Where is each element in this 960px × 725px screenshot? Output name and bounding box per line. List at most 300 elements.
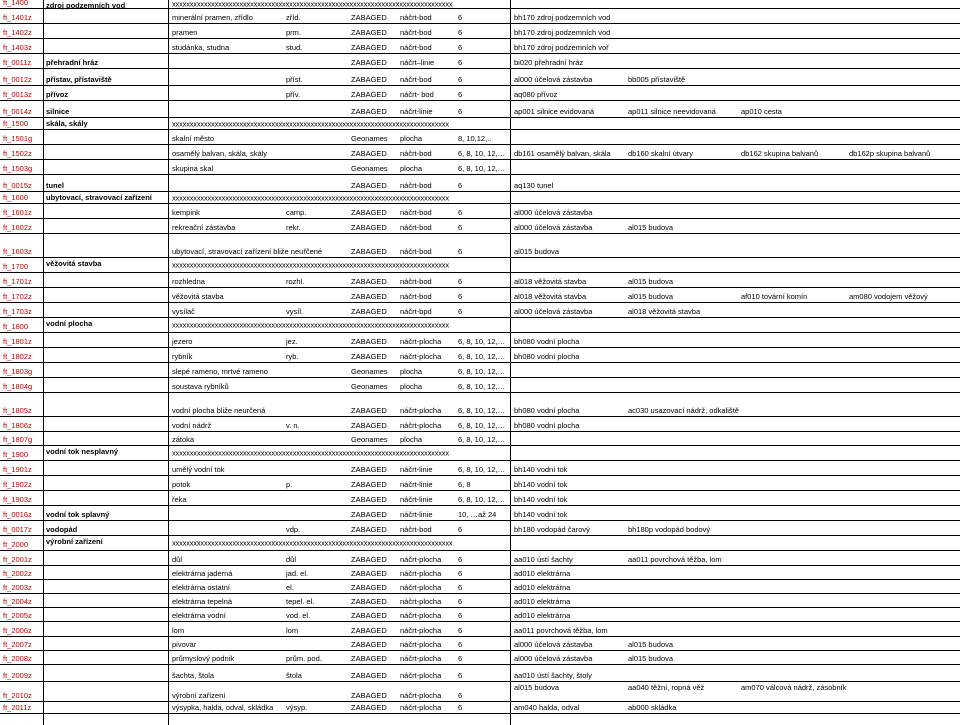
scale-values: 6: [458, 75, 463, 84]
feature-name: rybník: [172, 352, 193, 361]
scale-values: 6: [458, 654, 463, 663]
geometry-type: náčrt-bod: [400, 75, 432, 84]
attribute-code-1: bh170 zdroj podzemních voř: [514, 43, 609, 52]
feature-name: průmyslový podnik: [172, 654, 235, 663]
attribute-code-1: bh140 vodní tok: [514, 495, 568, 504]
feature-code: ft_0015z: [3, 181, 32, 190]
scale-values: 6: [458, 626, 463, 635]
geometry-type: plocha: [400, 382, 423, 391]
group-name: tunel: [46, 181, 64, 190]
geometry-type: náčrt-linie: [400, 480, 433, 489]
geometry-type: náčrt-bod: [400, 28, 432, 37]
abbreviation: jad. el.: [286, 569, 309, 578]
data-source: ZABAGED: [351, 352, 387, 361]
abbreviation: důl: [286, 555, 297, 564]
attribute-code-1: ap001 silnice evidovaná: [514, 107, 595, 116]
feature-code: ft_1901z: [3, 465, 32, 474]
data-source: ZABAGED: [351, 611, 387, 620]
data-source: ZABAGED: [351, 583, 387, 592]
data-source: ZABAGED: [351, 654, 387, 663]
feature-name: studánka, studna: [172, 43, 230, 52]
feature-code: ft_1600: [3, 193, 29, 202]
feature-code: ft_2004z: [3, 597, 32, 606]
scale-values: 6, 8, 10, 12,…: [458, 337, 506, 346]
geometry-type: náčrt-plocha: [400, 654, 442, 663]
data-source: ZABAGED: [351, 337, 387, 346]
abbreviation: tepel. el.: [286, 597, 315, 606]
geometry-type: náčrt-bod: [400, 181, 432, 190]
table-row: [0, 86, 960, 101]
table-row: [0, 651, 960, 665]
data-source: ZABAGED: [351, 181, 387, 190]
data-source: ZABAGED: [351, 406, 387, 415]
data-source: ZABAGED: [351, 480, 387, 489]
table-row: [0, 175, 960, 192]
feature-name: skupina skal: [172, 164, 214, 173]
geometry-type: náčrt-plocha: [400, 640, 442, 649]
table-row: [0, 24, 960, 39]
table-row: [0, 446, 960, 461]
scale-values: 6: [458, 569, 463, 578]
attribute-code-2: al015 budova: [628, 654, 674, 663]
scale-values: 6, 8, 10, 12,…: [458, 149, 506, 158]
data-source: ZABAGED: [351, 292, 387, 301]
abbreviation: zříd.: [286, 13, 301, 22]
feature-code: ft_1801z: [3, 337, 32, 346]
attribute-code-1: bh180 vodopád čarový: [514, 525, 590, 534]
scale-values: 6, 8, 10, 12,…: [458, 164, 506, 173]
geometry-type: náčrt-plocha: [400, 597, 442, 606]
feature-code: ft_2006z: [3, 626, 32, 635]
feature-name: minerální pramen, zřídlo: [172, 13, 253, 22]
group-name: vodní tok nesplavný: [46, 447, 119, 456]
geometry-type: náčrt-linie: [400, 510, 433, 519]
geometry-type: náčrt-bod: [400, 223, 432, 232]
table-row: [0, 130, 960, 145]
group-name: přívoz: [46, 90, 69, 99]
feature-name: soustava rybníků: [172, 382, 229, 391]
feature-name: vodní plocha bliže neurčená: [172, 406, 266, 415]
feature-code: ft_1805z: [3, 406, 32, 415]
data-source: ZABAGED: [351, 465, 387, 474]
abbreviation: prm.: [286, 28, 301, 37]
feature-name: ubytovací, stravovací zařízení bliže neuřčené: [172, 247, 323, 256]
scale-values: 6: [458, 640, 463, 649]
table-row: [0, 39, 960, 54]
abbreviation: štola: [286, 671, 302, 680]
attribute-code-2: ac030 usazovací nádrž, odkaliště: [628, 406, 739, 415]
group-name: skála, skály: [46, 119, 88, 128]
attribute-code-1: aa011 povrchová těžba, lom: [514, 626, 608, 635]
feature-code: ft_2009z: [3, 671, 32, 680]
data-source: ZABAGED: [351, 307, 387, 316]
table-row: [0, 536, 960, 551]
attribute-code-2: al015 budova: [628, 277, 674, 286]
table-row: [0, 348, 960, 363]
table-row: [0, 665, 960, 682]
geometry-type: plocha: [400, 134, 423, 143]
geometry-type: náčrt-linie: [400, 107, 433, 116]
table-row: [0, 288, 960, 303]
geometry-type: náčrt–linie: [400, 58, 435, 67]
table-row: [0, 234, 960, 258]
feature-code: ft_1601z: [3, 208, 32, 217]
feature-code: ft_2010z: [3, 691, 32, 700]
table-row: [0, 521, 960, 536]
data-source: ZABAGED: [351, 58, 387, 67]
attribute-code-2: al015 budova: [628, 292, 674, 301]
scale-values: 6: [458, 43, 463, 52]
feature-name: důl: [172, 555, 183, 564]
scale-values: 6: [458, 292, 463, 301]
data-source: ZABAGED: [351, 223, 387, 232]
scale-values: 6: [458, 13, 463, 22]
abbreviation: příst.: [286, 75, 303, 84]
geometry-type: náčrt-plocha: [400, 611, 442, 620]
attribute-code-1: bh140 vodní tok: [514, 510, 568, 519]
data-source: ZABAGED: [351, 597, 387, 606]
geometry-type: náčrt- bod: [400, 90, 434, 99]
feature-name: elektrárna ostatní: [172, 583, 230, 592]
scale-values: 6, 8, 10, 12,…: [458, 435, 506, 444]
attribute-code-1: al015 budova: [514, 247, 560, 256]
table-row: [0, 363, 960, 378]
abbreviation: vod. el.: [286, 611, 311, 620]
table-row: [0, 506, 960, 521]
geometry-type: náčrt-bod: [400, 208, 432, 217]
scale-values: 6, 8, 10, 12,…: [458, 421, 506, 430]
feature-name: slepé rameno, mrtvé rameno: [172, 367, 268, 376]
abbreviation: vdp.: [286, 525, 301, 534]
table-row: [0, 0, 960, 9]
attribute-code-4: am080 vodojem věžový: [849, 292, 928, 301]
placeholder-xs: xxxxxxxxxxxxxxxxxxxxxxxxxxxxxxxxxxxxxxxxxxxxxxxxxxxxxxxxxxxxxxxxxxxxxxxxxxxxxxx: [172, 538, 453, 548]
feature-code: ft_1807g: [3, 435, 33, 444]
attribute-code-2: aa040 těžní, ropná věž: [628, 683, 705, 692]
data-source: ZABAGED: [351, 90, 387, 99]
data-source: ZABAGED: [351, 703, 387, 712]
scale-values: 6: [458, 555, 463, 564]
data-source: ZABAGED: [351, 208, 387, 217]
feature-name: zátoka: [172, 435, 195, 444]
table-row: [0, 476, 960, 491]
feature-code: ft_1701z: [3, 277, 32, 286]
feature-code: ft_2008z: [3, 654, 32, 663]
feature-name: rozhledna: [172, 277, 205, 286]
geometry-type: plocha: [400, 367, 423, 376]
table-row: [0, 204, 960, 219]
feature-code: ft_0012z: [3, 75, 32, 84]
data-source: ZABAGED: [351, 247, 387, 256]
scale-values: 6: [458, 107, 463, 116]
feature-name: elektrárna vodní: [172, 611, 226, 620]
geometry-type: náčrt-bod: [400, 525, 432, 534]
table-row: [0, 9, 960, 24]
feature-code: ft_1702z: [3, 292, 32, 301]
table-row: [0, 637, 960, 651]
geometry-type: náčrt-plocha: [400, 703, 442, 712]
abbreviation: rekr.: [286, 223, 301, 232]
table-row: [0, 702, 960, 714]
geometry-type: náčrt-bod: [400, 292, 432, 301]
abbreviation: rozhl.: [286, 277, 305, 286]
feature-code: ft_1400: [3, 0, 29, 7]
attribute-code-2: al015 budova: [628, 223, 674, 232]
abbreviation: stud.: [286, 43, 303, 52]
feature-code: ft_2007z: [3, 640, 32, 649]
table-row: [0, 551, 960, 566]
attribute-code-1: aa010 ústí šachty, štoly: [514, 671, 592, 680]
feature-code: ft_2002z: [3, 569, 32, 578]
abbreviation: vysíl.: [286, 307, 304, 316]
feature-code: ft_1401z: [3, 13, 32, 22]
feature-code: ft_1603z: [3, 247, 32, 256]
attribute-code-1: al000 účelová zástavba: [514, 654, 593, 663]
scale-values: 6: [458, 223, 463, 232]
attribute-code-3: db162 skupina balvanů: [741, 149, 819, 158]
table-row: [0, 333, 960, 348]
group-name: přístav, přístaviště: [46, 75, 112, 84]
data-source: ZABAGED: [351, 43, 387, 52]
data-source: ZABAGED: [351, 13, 387, 22]
group-name: vodní tok splavný: [46, 510, 110, 519]
feature-code: ft_1804g: [3, 382, 33, 391]
scale-values: 6: [458, 208, 463, 217]
group-name: vodopád: [46, 525, 78, 534]
scale-values: 6, 8, 10, 12,…: [458, 367, 506, 376]
geometry-type: náčrt-bod: [400, 149, 432, 158]
table-row: [0, 580, 960, 594]
scale-values: 6: [458, 181, 463, 190]
feature-name: vysílač: [172, 307, 195, 316]
attribute-code-1: bh080 vodní plocha: [514, 406, 580, 415]
table-row: [0, 594, 960, 608]
feature-name: pramen: [172, 28, 198, 37]
feature-name: věžovitá stavba: [172, 292, 224, 301]
group-name: ubytovací, stravovací zařízení: [46, 193, 152, 202]
attribute-code-1: al000 účelová zástavba: [514, 307, 593, 316]
feature-code: ft_2001z: [3, 555, 32, 564]
attribute-code-1: al000 účelová zástavba: [514, 75, 593, 84]
abbreviation: prům. pod.: [286, 654, 322, 663]
feature-code: ft_1700: [3, 262, 29, 271]
attribute-code-1: al015 budova: [514, 683, 560, 692]
feature-name: umělý vodní tok: [172, 465, 225, 474]
geometry-type: náčrt-plocha: [400, 421, 442, 430]
feature-code: ft_1902z: [3, 480, 32, 489]
abbreviation: lom: [286, 626, 299, 635]
attribute-code-3: af010 tovární komín: [741, 292, 808, 301]
feature-code: ft_2011z: [3, 703, 32, 712]
attribute-code-1: bh170 zdroj podzemních vod: [514, 28, 611, 37]
data-source: ZABAGED: [351, 525, 387, 534]
scale-values: 6: [458, 597, 463, 606]
feature-code: ft_1806z: [3, 421, 32, 430]
feature-code: ft_1501g: [3, 134, 33, 143]
attribute-code-2: al018 věžovitá stavba: [628, 307, 701, 316]
scale-values: 6: [458, 691, 463, 700]
table-row: [0, 192, 960, 204]
table-row: [0, 491, 960, 506]
feature-name: rekreační zástavba: [172, 223, 236, 232]
table-row: [0, 432, 960, 446]
data-source: Geonames: [351, 367, 388, 376]
data-source: ZABAGED: [351, 107, 387, 116]
data-source: ZABAGED: [351, 640, 387, 649]
feature-name: výrobní zařízení: [172, 691, 226, 700]
table-row: [0, 682, 960, 702]
attribute-code-1: ad010 elektrárna: [514, 597, 571, 606]
feature-name: jezero: [172, 337, 193, 346]
attribute-code-3: ap010 cesta: [741, 107, 782, 116]
attribute-code-1: bi020 přehradní hráz: [514, 58, 584, 67]
geometry-type: náčrt-linie: [400, 495, 433, 504]
feature-name: skalní město: [172, 134, 215, 143]
geometry-type: plocha: [400, 435, 423, 444]
feature-code: ft_0013z: [3, 90, 32, 99]
scale-values: 6: [458, 90, 463, 99]
attribute-code-1: aq080 přívoz: [514, 90, 558, 99]
geometry-type: náčrt-bod: [400, 43, 432, 52]
data-source: ZABAGED: [351, 691, 387, 700]
feature-code: ft_1500: [3, 119, 29, 128]
feature-name: lom: [172, 626, 185, 635]
placeholder-xs: xxxxxxxxxxxxxxxxxxxxxxxxxxxxxxxxxxxxxxxxxxxxxxxxxxxxxxxxxxxxxxxxxxxxxxxxxxxxxx: [172, 320, 449, 330]
table-row: [0, 303, 960, 318]
abbreviation: p.: [286, 480, 293, 489]
attribute-code-1: bh080 vodní plocha: [514, 337, 580, 346]
data-source: ZABAGED: [351, 421, 387, 430]
attribute-code-2: bb005 přístaviště: [628, 75, 686, 84]
feature-code: ft_1800: [3, 322, 29, 331]
geometry-type: náčrt-plocha: [400, 691, 442, 700]
table-row: [0, 417, 960, 432]
feature-name: výsypka, halda, odval, skládka: [172, 703, 274, 712]
scale-values: 6: [458, 671, 463, 680]
data-source: ZABAGED: [351, 671, 387, 680]
data-source: ZABAGED: [351, 626, 387, 635]
attribute-code-1: bh080 vodní plocha: [514, 352, 580, 361]
placeholder-xs: xxxxxxxxxxxxxxxxxxxxxxxxxxxxxxxxxxxxxxxxxxxxxxxxxxxxxxxxxxxxxxxxxxxxxxxxxxxxxx: [172, 448, 449, 458]
scale-values: 6, 8, 10, 12,…: [458, 352, 506, 361]
feature-code: ft_1803g: [3, 367, 33, 376]
attribute-code-1: db161 osamělý balvan, skála: [514, 149, 611, 158]
scale-values: 6: [458, 277, 463, 286]
data-source: ZABAGED: [351, 495, 387, 504]
feature-name: pivovar: [172, 640, 197, 649]
table-row: [0, 101, 960, 118]
attribute-code-1: bh080 vodní plocha: [514, 421, 580, 430]
attribute-code-1: ad010 elektrárna: [514, 569, 571, 578]
scale-values: 6, 8, 10, 12,…: [458, 382, 506, 391]
feature-code: ft_0017z: [3, 525, 32, 534]
attribute-code-1: al000 účelová zástavba: [514, 208, 593, 217]
attribute-code-3: am070 válcová nádrž, zásobník: [741, 683, 847, 692]
scale-values: 6, 8, 10, 12,…: [458, 406, 506, 415]
table-row: [0, 393, 960, 417]
table-row: [0, 622, 960, 637]
geometry-type: náčrt-plocha: [400, 626, 442, 635]
feature-code: ft_1703z: [3, 307, 32, 316]
geometry-type: náčrt-bod: [400, 277, 432, 286]
group-name: výrobní zařízení: [46, 537, 103, 546]
data-source: ZABAGED: [351, 75, 387, 84]
feature-name: řeka: [172, 495, 187, 504]
scale-values: 6, 8, 10, 12,…: [458, 495, 506, 504]
table-row: [0, 69, 960, 86]
data-source: Geonames: [351, 382, 388, 391]
table-row: [0, 461, 960, 476]
table-row: [0, 318, 960, 333]
attribute-code-1: ad010 elektrárna: [514, 611, 571, 620]
feature-code: ft_1602z: [3, 223, 32, 232]
data-source: ZABAGED: [351, 555, 387, 564]
geometry-type: plocha: [400, 164, 423, 173]
attribute-code-2: ab000 skládka: [628, 703, 677, 712]
feature-code: ft_1502z: [3, 149, 32, 158]
table-row: [0, 608, 960, 622]
data-source: Geonames: [351, 435, 388, 444]
feature-code: ft_1403z: [3, 43, 32, 52]
scale-values: 6: [458, 583, 463, 592]
data-source: ZABAGED: [351, 149, 387, 158]
attribute-code-1: al018 věžovitá stavba: [514, 277, 587, 286]
attribute-code-1: aq130 tunel: [514, 181, 554, 190]
abbreviation: ryb.: [286, 352, 299, 361]
attribute-code-1: bh140 vodní tok: [514, 480, 568, 489]
geometry-type: náčrt-plocha: [400, 555, 442, 564]
scale-values: 8, 10,12,..: [458, 134, 492, 143]
feature-code: ft_1402z: [3, 28, 32, 37]
geometry-type: náčrt-plocha: [400, 337, 442, 346]
scale-values: 6: [458, 611, 463, 620]
scale-values: 6: [458, 525, 463, 534]
geometry-type: náčrt-bod: [400, 247, 432, 256]
attribute-code-2: ap011 silnice neevidovaná: [628, 107, 716, 116]
data-source: ZABAGED: [351, 28, 387, 37]
placeholder-xs: xxxxxxxxxxxxxxxxxxxxxxxxxxxxxxxxxxxxxxxxxxxxxxxxxxxxxxxxxxxxxxxxxxxxxxxxxxxxxx: [172, 119, 449, 128]
attribute-code-1: ad010 elektrárna: [514, 583, 571, 592]
table-row: [0, 566, 960, 580]
geometry-type: náčrt-linie: [400, 465, 433, 474]
scale-values: 6: [458, 28, 463, 37]
scale-values: 6, 8: [458, 480, 471, 489]
placeholder-xs: xxxxxxxxxxxxxxxxxxxxxxxxxxxxxxxxxxxxxxxxxxxxxxxxxxxxxxxxxxxxxxxxxxxxxxxxxxxxxx: [172, 193, 449, 202]
table-row: [0, 219, 960, 234]
group-name: vodní plocha: [46, 319, 93, 328]
feature-name: elektrárna jaderná: [172, 569, 233, 578]
geometry-type: náčrt-bod: [400, 13, 432, 22]
group-name: věžovitá stavba: [46, 259, 102, 268]
group-name: zdroj podzemních vod: [46, 1, 126, 10]
placeholder-xs: xxxxxxxxxxxxxxxxxxxxxxxxxxxxxxxxxxxxxxxxxxxxxxxxxxxxxxxxxxxxxxxxxxxxxxxxxxxxxx: [172, 260, 449, 270]
attribute-code-4: db162p skupina balvanů: [849, 149, 931, 158]
scale-values: 6: [458, 247, 463, 256]
attribute-code-1: bh170 zdroj podzemních vod: [514, 13, 611, 22]
feature-code: ft_2000: [3, 540, 29, 549]
scale-values: 6: [458, 703, 463, 712]
group-name: přehradní hráz: [46, 58, 99, 67]
group-name: silnice: [46, 107, 70, 116]
scale-values: 6: [458, 58, 463, 67]
scale-values: 6: [458, 307, 463, 316]
attribute-code-1: al018 věžovitá stavba: [514, 292, 587, 301]
geometry-type: náčrt-plocha: [400, 406, 442, 415]
feature-code: ft_2005z: [3, 611, 32, 620]
data-source: Geonames: [351, 134, 388, 143]
attribute-code-2: bh180p vodopád bodový: [628, 525, 711, 534]
geometry-type: náčrt-plocha: [400, 569, 442, 578]
